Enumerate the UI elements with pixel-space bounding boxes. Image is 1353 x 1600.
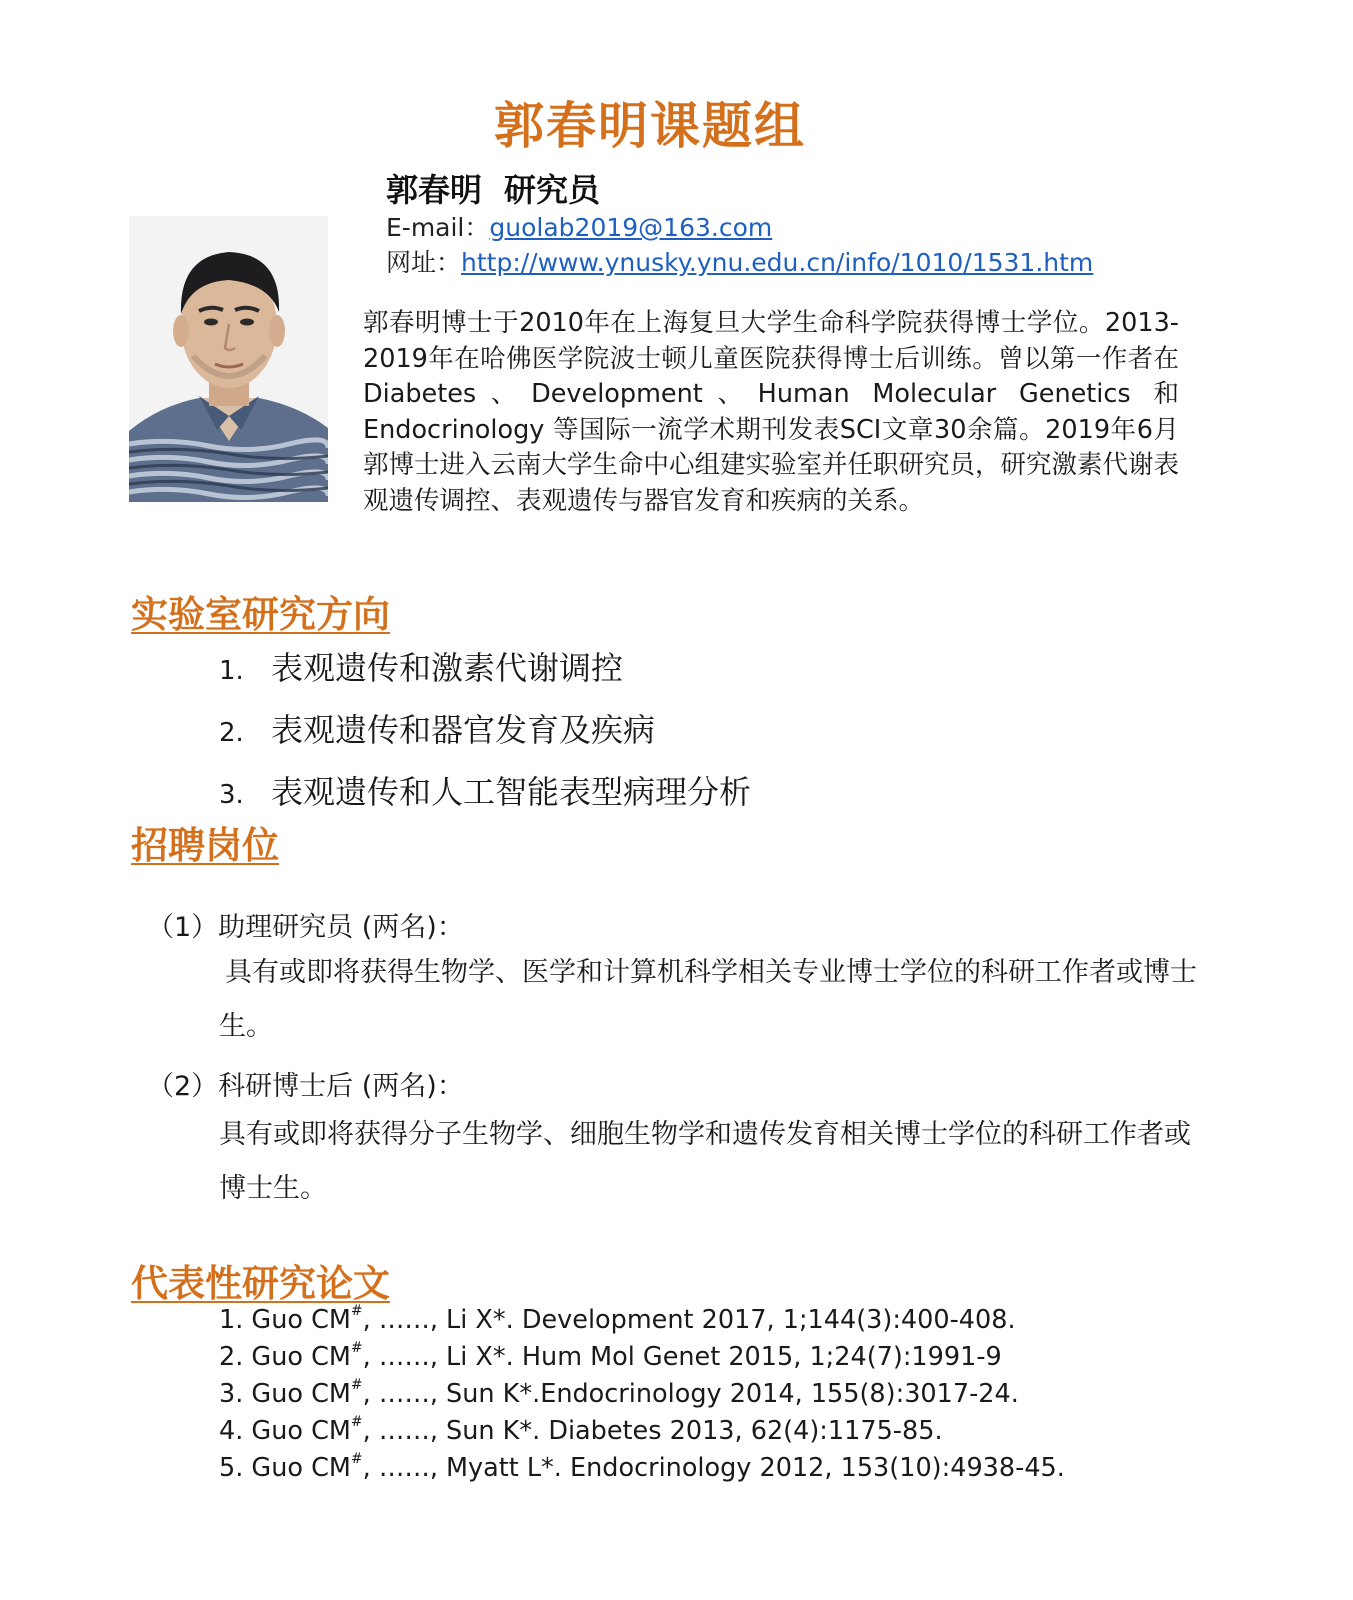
citation-author: 4. Guo CM [219,1416,351,1446]
citation-author: 1. Guo CM [219,1305,351,1335]
item-text: 表观遗传和激素代谢调控 [271,649,624,687]
position-description: 具有或即将获得分子生物学、细胞生物学和遗传发育相关博士学位的科研工作者或博士生。 [219,1119,1191,1204]
citation-author: 3. Guo CM [219,1379,351,1409]
item-text: 表观遗传和人工智能表型病理分析 [271,773,752,811]
email-line [386,208,772,244]
position-title: （1）助理研究员 (两名)： [147,912,464,943]
item-number: 3. [219,780,244,810]
biography-paragraph: 郭春明博士于2010年在上海复旦大学生命科学院获得博士学位。2013-2019年在哈佛医学院波士顿儿童医院获得博士后训练。曾以第一作者在Diabetes、Development、Human Molecular Genetics 和 Endocrinology 等国际一流学术期刊发表SCI文章30余篇。2019年6月郭博士进入云南大学生命中心组建实验室并任职研究员，研究激素代谢表观遗传调控、表观遗传与器官发育和疾病的关系。 [363,308,1180,516]
url-line [386,243,1093,279]
portrait-photo [129,216,328,502]
citation-mark: # [350,1303,363,1319]
paper-citation [219,1416,943,1446]
item-number: 2. [219,718,244,748]
citation-mark: # [350,1377,363,1393]
research-directions-heading: 实验室研究方向 [131,593,390,636]
citation-mark: # [350,1414,363,1430]
paper-citation [219,1305,1016,1335]
citation-author: 2. Guo CM [219,1342,351,1372]
research-direction-item [219,705,655,751]
papers-heading: 代表性研究论文 [131,1262,390,1305]
website-link[interactable]: http://www.ynusky.ynu.edu.cn/info/1010/1531.htm [461,248,1094,277]
citation-mark: # [350,1451,363,1467]
item-number: 1. [219,656,244,686]
citation-detail: , ……, Myatt L*. Endocrinology 2012, 153(10):4938-45. [362,1453,1065,1483]
person-title: 研究员 [504,171,601,209]
citation-mark: # [350,1340,363,1356]
url-label: 网址： [386,248,462,277]
paper-citation [219,1453,1065,1483]
citation-detail: , ……, Li X*. Hum Mol Genet 2015, 1;24(7):1991-9 [362,1342,1002,1372]
email-link[interactable]: guolab2019@163.com [489,213,773,242]
citation-detail: , ……, Li X*. Development 2017, 1;144(3):400-408. [362,1305,1016,1335]
email-label: E-mail： [386,213,490,242]
position-title: （2）科研博士后 (两名)： [147,1071,464,1102]
person-name: 郭春明 [386,171,483,209]
citation-author: 5. Guo CM [219,1453,351,1483]
paper-citation [219,1342,1002,1372]
position-description: 具有或即将获得生物学、医学和计算机科学相关专业博士学位的科研工作者或博士生。 [219,957,1197,1042]
item-text: 表观遗传和器官发育及疾病 [271,711,656,749]
citation-detail: , ……, Sun K*. Diabetes 2013, 62(4):1175-85. [362,1416,943,1446]
research-direction-item [219,767,751,813]
research-direction-item [219,643,623,689]
paper-citation [219,1379,1019,1409]
page-title: 郭春明课题组 [494,97,806,155]
recruitment-heading: 招聘岗位 [131,824,279,867]
citation-detail: , ……, Sun K*.Endocrinology 2014, 155(8):3017-24. [362,1379,1019,1409]
person-heading [386,165,600,211]
